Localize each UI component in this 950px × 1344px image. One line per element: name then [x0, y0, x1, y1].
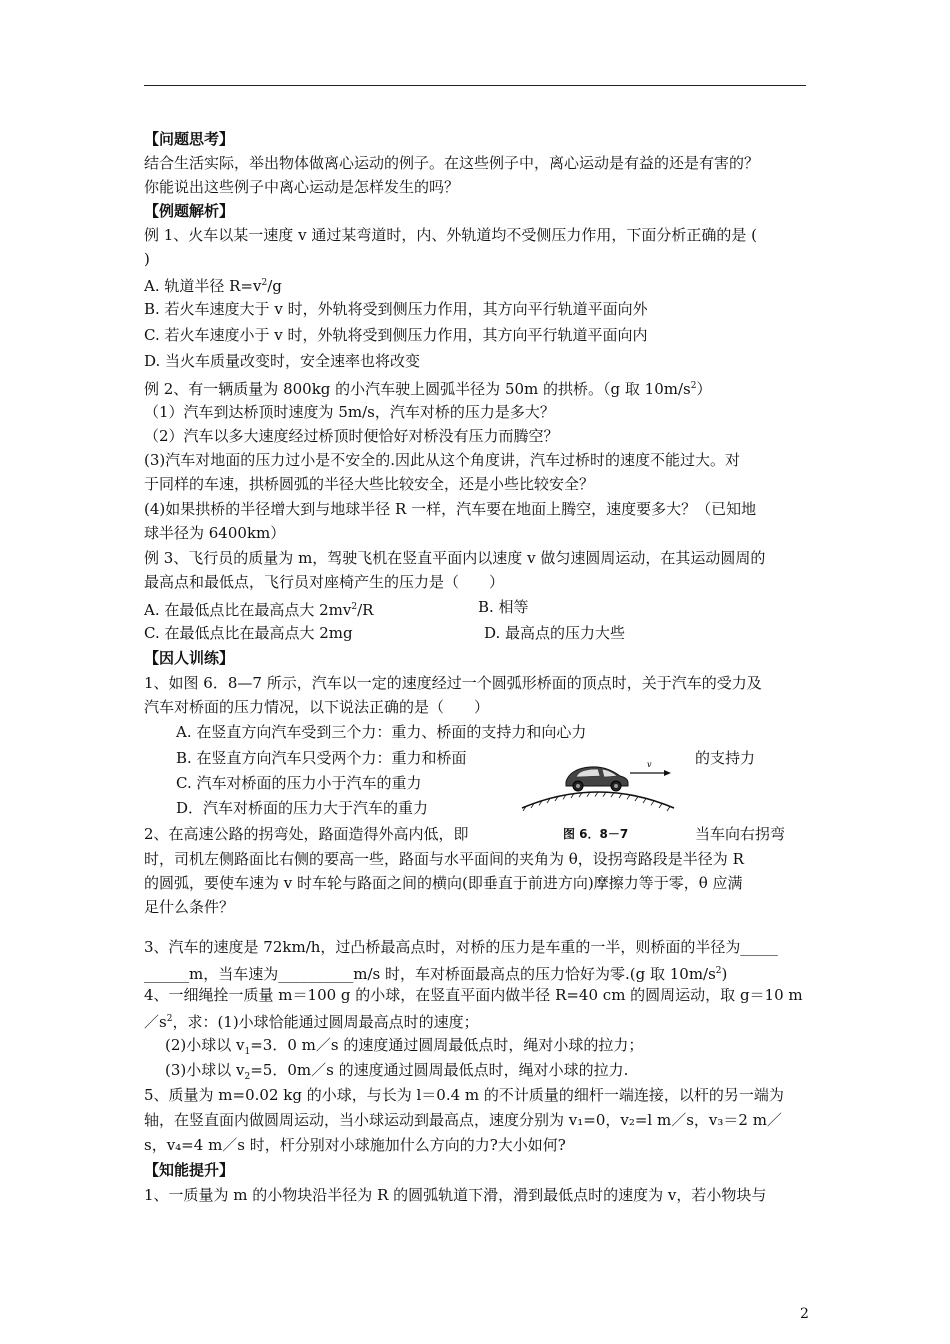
t4-line-2: $/s^2$，求：(1)小球恰能通过圆周最高点时的速度；: [144, 1013, 479, 1031]
ex1-option-c: C. 若火车速度小于 v 时，外轨将受到侧压力作用，其方向平行轨道平面向内: [144, 326, 648, 344]
t1-option-a: A. 在竖直方向汽车受到三个力：重力、桥面的支持力和向心力: [176, 723, 587, 741]
t2-line-4: 足什么条件？: [144, 898, 235, 916]
ex2-question-4-line-2: 球半径为 6400km）: [144, 524, 286, 542]
ex1-stem-2: ): [144, 250, 150, 268]
t2-line-2: 时，司机左侧路面比右侧的要高一些，路面与水平面间的夹角为 θ，设拐弯路段是半径为 R: [144, 850, 744, 868]
thinking-line-1: 结合生活实际，举出物体做离心运动的例子。在这些例子中，离心运动是有益的还是有害的？: [144, 154, 760, 172]
bridge-hatching: [523, 792, 670, 811]
ex3-stem-1: 例 3、飞行员的质量为 m，驾驶飞机在竖直平面内以速度 v 做匀速圆周运动，在其运动圆周的: [144, 549, 766, 567]
ex2-question-2: （2）汽车以多大速度经过桥顶时便恰好对桥没有压力而腾空？: [144, 427, 559, 445]
ex2-question-3-line-2: 于同样的车速，拱桥圆弧的半径大些比较安全，还是小些比较安全？: [144, 475, 595, 493]
velocity-label: v: [647, 760, 652, 769]
k1-line-1: 1、一质量为 m 的小物块沿半径为 R 的圆弧轨道下滑，滑到最低点时的速度为 v，若小物块与: [144, 1186, 767, 1204]
ex1-option-b: B. 若火车速度大于 v 时，外轨将受到侧压力作用，其方向平行轨道平面向外: [144, 300, 648, 318]
section-heading-training: 【因人训练】: [144, 649, 235, 667]
t1-option-c: C. 汽车对桥面的压力小于汽车的重力: [176, 774, 422, 792]
t2-line-1-part-2: 当车向右拐弯: [695, 825, 786, 843]
t1-stem-2: 汽车对桥面的压力情况，以下说法正确的是（ ）: [144, 698, 490, 716]
figure-caption: 图 6．8－7: [563, 827, 629, 841]
ex2-stem: 例 2、有一辆质量为 800kg 的小汽车驶上圆弧半径为 50m 的拱桥。（g 取 $10m/s^2$）: [144, 380, 712, 398]
ex3-option-a: A. 在最低点比在最高点大 $2mv^2/R$: [144, 601, 374, 619]
ex3-stem-2: 最高点和最低点，飞行员对座椅产生的压力是（ ）: [144, 573, 505, 591]
velocity-arrow-icon: [630, 770, 671, 776]
t1-stem-1: 1、如图 6．8—7 所示，汽车以一定的速度经过一个圆弧形桥面的顶点时，关于汽车的受力及: [144, 674, 762, 692]
ex3-option-c: C. 在最低点比在最高点大 2mg: [144, 624, 353, 642]
t4-line-1: 4、一细绳拴一质量 m＝100 g 的小球，在竖直平面内做半径 R=40 cm 的圆周运动，取 g＝10 m: [144, 986, 803, 1004]
ex1-option-a: A. 轨道半径 $R=v^2/g$: [144, 277, 282, 295]
ex3-option-b: B. 相等: [478, 598, 529, 616]
t1-option-d: D．汽车对桥面的压力大于汽车的重力: [176, 799, 429, 817]
t3-line-1: 3、汽车的速度是 72km/h，过凸桥最高点时，对桥的压力是车重的一半，则桥面的半径为_____: [144, 938, 778, 956]
ex1-option-d: D. 当火车质量改变时，安全速率也将改变: [144, 352, 421, 370]
t4-line-3: (2)小球以 $v_1=3$．0 m／s 的速度通过圆周最低点时，绳对小球的拉力；: [165, 1036, 644, 1057]
ex2-question-1: （1）汽车到达桥顶时速度为 5m/s，汽车对桥的压力是多大？: [144, 403, 555, 421]
ex2-question-3-line-1: (3)汽车对地面的压力过小是不安全的.因此从这个角度讲，汽车过桥时的速度不能过大。对: [144, 451, 741, 469]
t5-line-3: s，v₄=4 m／s 时，杆分别对小球施加什么方向的力?大小如何?: [144, 1136, 566, 1154]
ex1-stem-1: 例 1、火车以某一速度 v 通过某弯道时，内、外轨道均不受侧压力作用，下面分析正确的是 (: [144, 226, 757, 244]
section-heading-examples: 【例题解析】: [144, 202, 235, 220]
section-heading-improve: 【知能提升】: [144, 1161, 235, 1179]
section-heading-thinking: 【问题思考】: [144, 130, 235, 148]
t2-line-3: 的圆弧，要使车速为 v 时车轮与路面之间的横向(即垂直于前进方向)摩擦力等于零，θ 应满: [144, 874, 743, 892]
t5-line-1: 5、质量为 m=0.02 kg 的小球，与长为 l＝0.4 m 的不计质量的细杆一端连接，以杆的另一端为: [144, 1086, 784, 1104]
t3-line-2: ______m，当车速为__________m/s 时，车对桥面最高点的压力恰好为零.(g 取 $10m/s^2$): [144, 965, 728, 983]
bridge-arc: [522, 792, 674, 808]
t1-option-b-part-2: 的支持力: [695, 749, 756, 767]
t1-option-b-part-1: B. 在竖直方向汽车只受两个力：重力和桥面: [176, 749, 467, 767]
t2-line-1-part-1: 2、在高速公路的拐弯处，路面造得外高内低，即: [144, 825, 469, 843]
t5-line-2: 轴，在竖直面内做圆周运动，当小球运动到最高点，速度分别为 v₁=0，v₂=l m／s，v₃＝2 m／: [144, 1111, 782, 1129]
header-rule: [144, 85, 806, 86]
page-number: 2: [800, 1306, 809, 1322]
t4-line-4: (3)小球以 $v_2=5$．0m／s 的速度通过圆周最低点时，绳对小球的拉力.: [165, 1061, 629, 1082]
thinking-line-2: 你能说出这些例子中离心运动是怎样发生的吗？: [144, 178, 460, 196]
ex2-question-4-line-1: (4)如果拱桥的半径增大到与地球半径 R 一样，汽车要在地面上腾空，速度要多大？（已知地: [144, 500, 757, 518]
car-on-bridge-figure: [518, 752, 678, 814]
ex3-option-d: D. 最高点的压力大些: [484, 624, 626, 642]
car-icon: [566, 767, 628, 791]
